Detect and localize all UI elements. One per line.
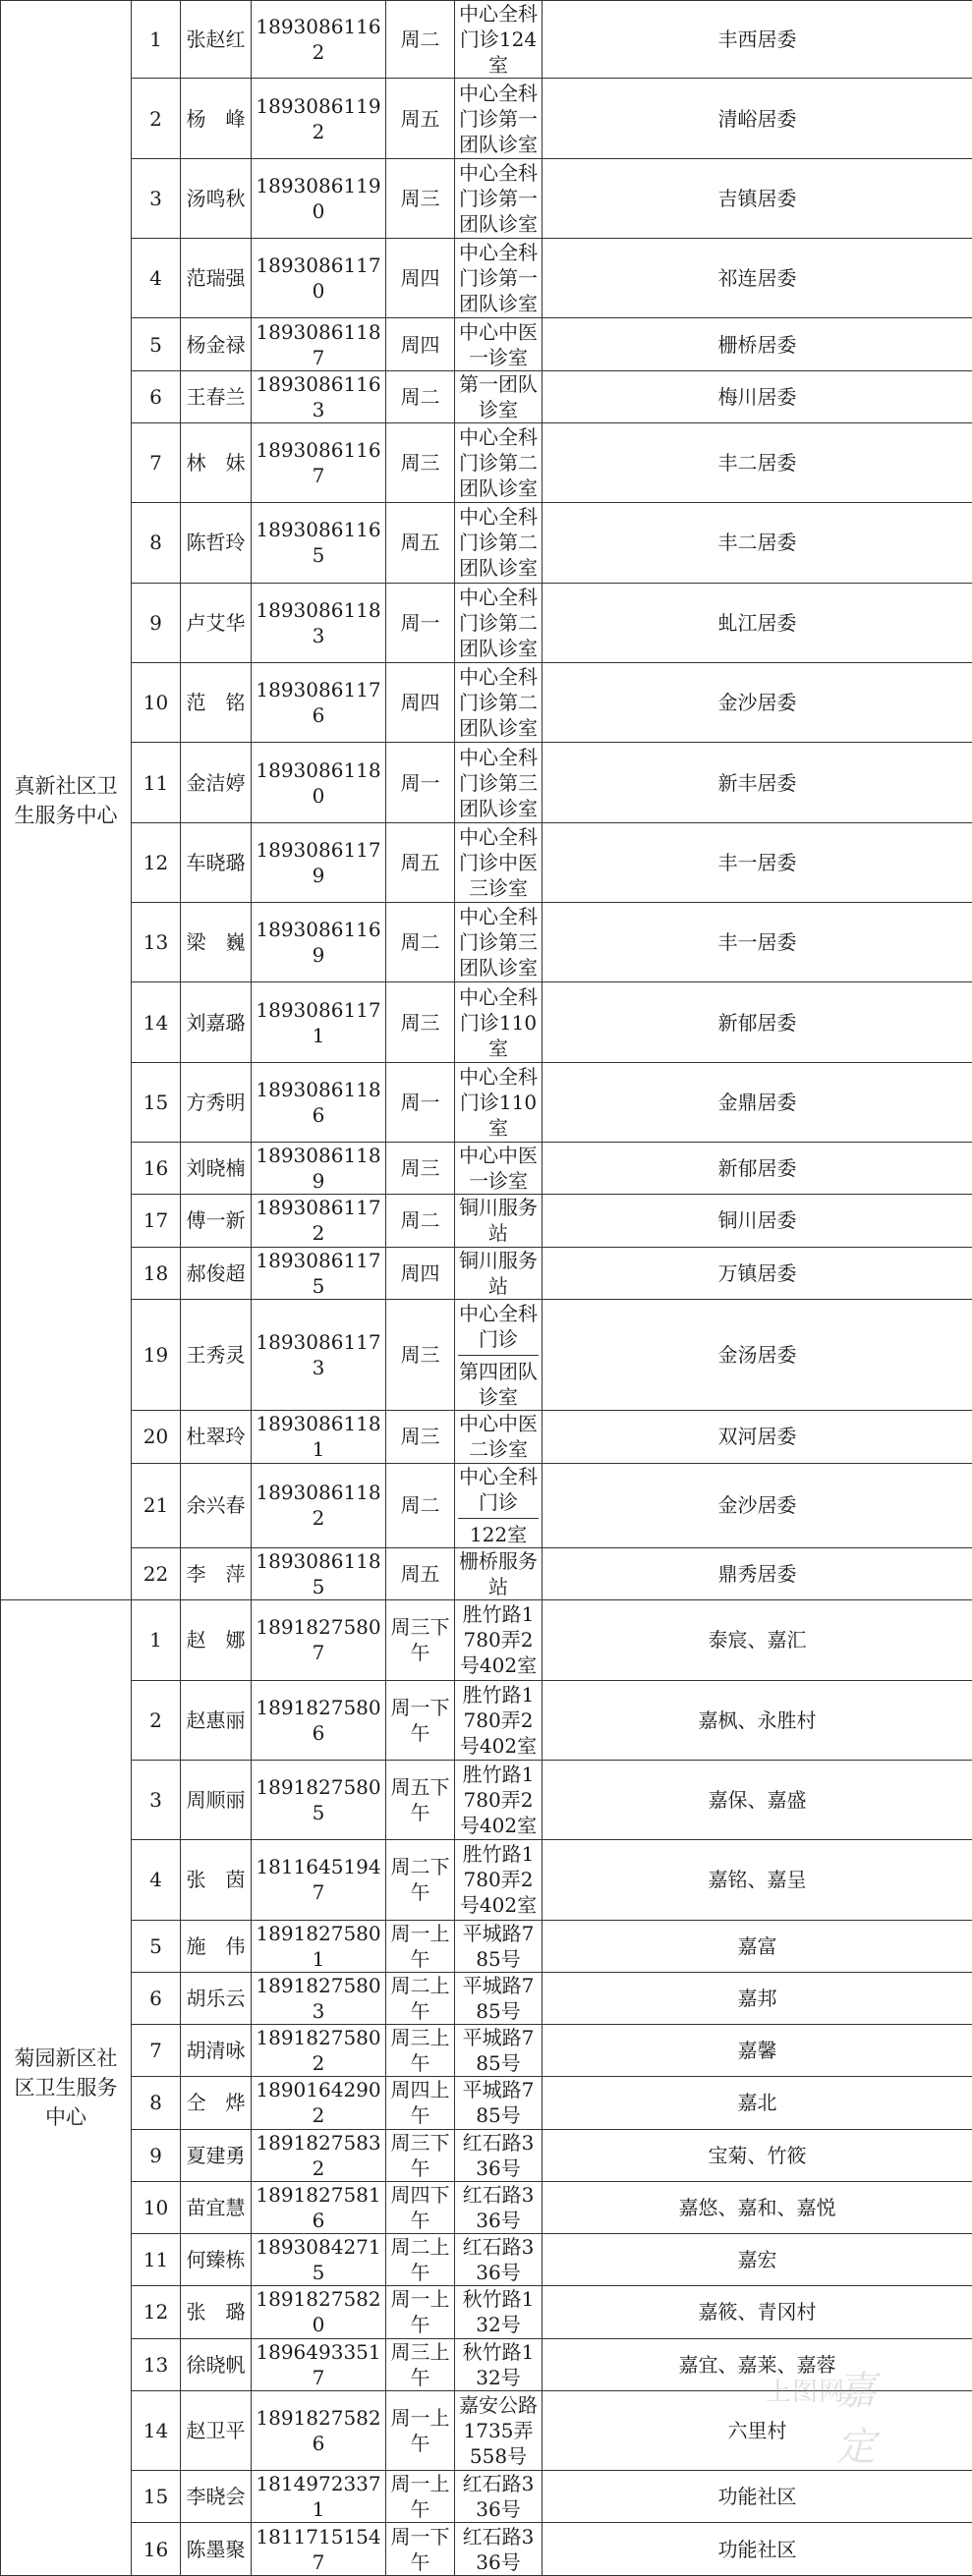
doctor-name-cell: 傅一新 — [181, 1195, 252, 1247]
location-cell: 红石路336号 — [455, 2129, 543, 2181]
location-cell: 胜竹路1780弄2号402室 — [455, 1680, 543, 1760]
row-number-cell: 12 — [132, 822, 181, 902]
service-area-cell: 梅川居委 — [543, 370, 972, 422]
table-row — [1, 583, 972, 662]
doctor-name-cell: 陈哲玲 — [181, 503, 252, 583]
row-number-cell: 13 — [132, 903, 181, 982]
phone-cell: 18930861181 — [252, 1411, 386, 1463]
service-day-cell: 周一下午 — [386, 1680, 455, 1760]
location-cell: 红石路336号 — [455, 2234, 543, 2286]
location-line-1: 中心全科门诊 — [458, 1464, 539, 1519]
service-day-cell: 周四 — [386, 662, 455, 742]
doctor-name-cell: 范 铭 — [181, 662, 252, 742]
row-number-cell: 19 — [132, 1299, 181, 1411]
phone-cell: 18930861171 — [252, 982, 386, 1062]
doctor-name-cell: 周顺丽 — [181, 1760, 252, 1839]
table-row — [1, 2338, 972, 2390]
phone-cell: 18930861170 — [252, 239, 386, 318]
row-number-cell: 9 — [132, 583, 181, 662]
location-cell: 红石路336号 — [455, 2471, 543, 2523]
service-area-cell: 嘉富 — [543, 1920, 972, 1972]
doctor-name-cell: 赵卫平 — [181, 2390, 252, 2470]
phone-cell: 18918275803 — [252, 1972, 386, 2024]
doctor-name-cell: 赵 娜 — [181, 1600, 252, 1680]
location-cell: 中心全科门诊110室 — [455, 1062, 543, 1142]
doctor-name-cell: 李晓会 — [181, 2471, 252, 2523]
table-row — [1, 422, 972, 502]
phone-cell: 18930861162 — [252, 1, 386, 79]
row-number-cell: 22 — [132, 1547, 181, 1599]
table-row — [1, 982, 972, 1062]
service-area-cell: 嘉宏 — [543, 2234, 972, 2286]
service-area-cell: 嘉枫、永胜村 — [543, 1680, 972, 1760]
table-row — [1, 1062, 972, 1142]
phone-cell: 18918275802 — [252, 2025, 386, 2077]
organization-cell: 菊园新区社区卫生服务中心 — [1, 1600, 132, 2576]
row-number-cell: 17 — [132, 1195, 181, 1247]
phone-cell: 18918275826 — [252, 2390, 386, 2470]
row-number-cell: 2 — [132, 79, 181, 158]
row-number-cell: 5 — [132, 1920, 181, 1972]
service-day-cell: 周一上午 — [386, 1920, 455, 1972]
service-day-cell: 周二 — [386, 1195, 455, 1247]
table-row — [1, 79, 972, 158]
table-row — [1, 903, 972, 982]
location-cell: 中心全科门诊第二团队诊室 — [455, 503, 543, 583]
service-area-cell: 嘉邦 — [543, 1972, 972, 2024]
phone-cell: 18930842715 — [252, 2234, 386, 2286]
service-area-cell: 功能社区 — [543, 2523, 972, 2576]
doctor-name-cell: 施 伟 — [181, 1920, 252, 1972]
watermark-text-2: 嘉定 — [836, 2369, 876, 2470]
phone-cell: 18930861165 — [252, 503, 386, 583]
row-number-cell: 10 — [132, 2181, 181, 2233]
table-row — [1, 503, 972, 583]
doctor-name-cell: 余兴春 — [181, 1463, 252, 1547]
phone-cell: 18930861189 — [252, 1143, 386, 1195]
row-number-cell: 4 — [132, 1840, 181, 1920]
doctor-name-cell: 张 璐 — [181, 2286, 252, 2338]
service-area-cell: 新郁居委 — [543, 982, 972, 1062]
phone-cell: 18918275806 — [252, 1680, 386, 1760]
service-day-cell: 周三 — [386, 1411, 455, 1463]
table-row — [1, 1247, 972, 1299]
row-number-cell: 2 — [132, 1680, 181, 1760]
row-number-cell: 15 — [132, 1062, 181, 1142]
location-line-1: 中心全科门诊 — [458, 1301, 539, 1356]
service-day-cell: 周二上午 — [386, 1972, 455, 2024]
row-number-cell: 16 — [132, 1143, 181, 1195]
service-day-cell: 周二上午 — [386, 2234, 455, 2286]
location-line-2: 第四团队诊室 — [459, 1359, 538, 1409]
table-row — [1, 1463, 972, 1547]
doctor-name-cell: 胡清咏 — [181, 2025, 252, 2077]
service-area-cell: 金沙居委 — [543, 662, 972, 742]
location-cell: 中心全科门诊124室 — [455, 1, 543, 79]
service-area-cell: 虬江居委 — [543, 583, 972, 662]
service-area-cell: 清峪居委 — [543, 79, 972, 158]
doctor-name-cell: 陈墨聚 — [181, 2523, 252, 2576]
row-number-cell: 21 — [132, 1463, 181, 1547]
doctor-name-cell: 杜翠玲 — [181, 1411, 252, 1463]
service-area-cell: 嘉馨 — [543, 2025, 972, 2077]
doctor-name-cell: 刘晓楠 — [181, 1143, 252, 1195]
service-day-cell: 周三 — [386, 422, 455, 502]
location-cell: 秋竹路132号 — [455, 2338, 543, 2390]
location-cell: 平城路785号 — [455, 2025, 543, 2077]
doctor-name-cell: 汤鸣秋 — [181, 158, 252, 238]
table-row — [1, 822, 972, 902]
row-number-cell: 11 — [132, 743, 181, 822]
service-day-cell: 周二下午 — [386, 1840, 455, 1920]
location-cell: 中心中医一诊室 — [455, 1143, 543, 1195]
service-day-cell: 周五 — [386, 79, 455, 158]
phone-cell: 18117151547 — [252, 2523, 386, 2576]
phone-cell: 18116451947 — [252, 1840, 386, 1920]
location-cell: 中心全科门诊第一团队诊室 — [455, 79, 543, 158]
location-cell: 中心全科门诊第二团队诊室 — [455, 422, 543, 502]
row-number-cell: 3 — [132, 158, 181, 238]
service-day-cell: 周五下午 — [386, 1760, 455, 1839]
phone-cell: 18930861172 — [252, 1195, 386, 1247]
location-cell: 中心全科门诊第一团队诊室 — [455, 158, 543, 238]
row-number-cell: 9 — [132, 2129, 181, 2181]
table-row — [1, 2390, 972, 2470]
location-cell: 秋竹路132号 — [455, 2286, 543, 2338]
table-row — [1, 2523, 972, 2576]
doctor-name-cell: 方秀明 — [181, 1062, 252, 1142]
service-area-cell: 嘉北 — [543, 2077, 972, 2129]
phone-cell: 18930861176 — [252, 662, 386, 742]
location-cell: 胜竹路1780弄2号402室 — [455, 1840, 543, 1920]
service-area-cell: 祁连居委 — [543, 239, 972, 318]
phone-cell: 18918275807 — [252, 1600, 386, 1680]
phone-cell: 18930861175 — [252, 1247, 386, 1299]
service-area-cell: 宝菊、竹筱 — [543, 2129, 972, 2181]
table-row — [1, 662, 972, 742]
location-cell: 红石路336号 — [455, 2523, 543, 2576]
doctor-name-cell: 郝俊超 — [181, 1247, 252, 1299]
service-area-cell: 嘉筱、青冈村 — [543, 2286, 972, 2338]
location-cell: 中心中医二诊室 — [455, 1411, 543, 1463]
service-day-cell: 周二 — [386, 903, 455, 982]
doctor-name-cell: 车晓璐 — [181, 822, 252, 902]
service-day-cell: 周一上午 — [386, 2390, 455, 2470]
row-number-cell: 18 — [132, 1247, 181, 1299]
doctor-name-cell: 王秀灵 — [181, 1299, 252, 1411]
table-row — [1, 1680, 972, 1760]
location-cell: 中心全科门诊第三团队诊室 — [455, 903, 543, 982]
phone-cell: 18930861169 — [252, 903, 386, 982]
service-area-cell: 丰西居委 — [543, 1, 972, 79]
service-area-cell: 丰一居委 — [543, 903, 972, 982]
location-cell: 平城路785号 — [455, 2077, 543, 2129]
doctor-name-cell: 刘嘉璐 — [181, 982, 252, 1062]
phone-cell: 18930861185 — [252, 1547, 386, 1599]
service-area-cell: 丰二居委 — [543, 422, 972, 502]
table-row — [1, 1600, 972, 1680]
service-area-cell: 鼎秀居委 — [543, 1547, 972, 1599]
doctor-name-cell: 何臻栋 — [181, 2234, 252, 2286]
service-day-cell: 周三 — [386, 1143, 455, 1195]
location-cell: 红石路336号 — [455, 2181, 543, 2233]
row-number-cell: 1 — [132, 1, 181, 79]
doctor-name-cell: 苗宜慧 — [181, 2181, 252, 2233]
doctor-name-cell: 范瑞强 — [181, 239, 252, 318]
service-area-cell: 丰一居委 — [543, 822, 972, 902]
doctor-name-cell: 杨金禄 — [181, 318, 252, 370]
table-row — [1, 743, 972, 822]
service-day-cell: 周四 — [386, 239, 455, 318]
service-day-cell: 周一下午 — [386, 2523, 455, 2576]
row-number-cell: 8 — [132, 503, 181, 583]
service-area-cell: 金鼎居委 — [543, 1062, 972, 1142]
doctor-name-cell: 杨 峰 — [181, 79, 252, 158]
table-row — [1, 1411, 972, 1463]
location-cell: 中心中医一诊室 — [455, 318, 543, 370]
service-day-cell: 周二 — [386, 1463, 455, 1547]
service-day-cell: 周三上午 — [386, 2338, 455, 2390]
row-number-cell: 6 — [132, 370, 181, 422]
row-number-cell: 14 — [132, 2390, 181, 2470]
table-row — [1, 370, 972, 422]
service-day-cell: 周四下午 — [386, 2181, 455, 2233]
row-number-cell: 3 — [132, 1760, 181, 1839]
service-area-cell: 六里村 — [543, 2390, 972, 2470]
row-number-cell: 11 — [132, 2234, 181, 2286]
row-number-cell: 8 — [132, 2077, 181, 2129]
organization-cell: 真新社区卫生服务中心 — [1, 1, 132, 1600]
doctor-name-cell: 梁 巍 — [181, 903, 252, 982]
phone-cell: 18901642902 — [252, 2077, 386, 2129]
doctor-name-cell: 张 茵 — [181, 1840, 252, 1920]
service-area-cell: 嘉悠、嘉和、嘉悦 — [543, 2181, 972, 2233]
service-day-cell: 周一上午 — [386, 2471, 455, 2523]
location-cell: 中心全科门诊中医三诊室 — [455, 822, 543, 902]
row-number-cell: 5 — [132, 318, 181, 370]
table-row — [1, 2181, 972, 2233]
service-day-cell: 周三下午 — [386, 2129, 455, 2181]
location-cell: 栅桥服务站 — [455, 1547, 543, 1599]
service-day-cell: 周四上午 — [386, 2077, 455, 2129]
row-number-cell: 7 — [132, 422, 181, 502]
phone-cell: 18930861173 — [252, 1299, 386, 1411]
phone-cell: 18918275832 — [252, 2129, 386, 2181]
table-row — [1, 1299, 972, 1411]
table-row — [1, 1760, 972, 1839]
doctor-name-cell: 卢艾华 — [181, 583, 252, 662]
watermark-text-1: 上图网 — [766, 2378, 846, 2407]
doctor-name-cell: 胡乐云 — [181, 1972, 252, 2024]
service-day-cell: 周一 — [386, 583, 455, 662]
table-row — [1, 2234, 972, 2286]
service-area-cell: 金汤居委 — [543, 1299, 972, 1411]
phone-cell: 18930861186 — [252, 1062, 386, 1142]
location-cell — [455, 1299, 543, 1411]
row-number-cell: 12 — [132, 2286, 181, 2338]
table-row — [1, 318, 972, 370]
row-number-cell: 1 — [132, 1600, 181, 1680]
table-row — [1, 158, 972, 238]
phone-cell: 18964933517 — [252, 2338, 386, 2390]
service-day-cell: 周五 — [386, 1547, 455, 1599]
phone-cell: 18930861167 — [252, 422, 386, 502]
table-row — [1, 1143, 972, 1195]
location-cell: 铜川服务站 — [455, 1247, 543, 1299]
location-cell: 中心全科门诊第二团队诊室 — [455, 662, 543, 742]
location-line-2: 122室 — [469, 1522, 528, 1546]
table-row — [1, 1547, 972, 1599]
phone-cell: 18930861163 — [252, 370, 386, 422]
service-day-cell: 周一 — [386, 743, 455, 822]
location-cell: 第一团队诊室 — [455, 370, 543, 422]
row-number-cell: 15 — [132, 2471, 181, 2523]
phone-cell: 18149723371 — [252, 2471, 386, 2523]
table-row — [1, 2286, 972, 2338]
phone-cell: 18918275805 — [252, 1760, 386, 1839]
location-cell — [455, 1463, 543, 1547]
doctor-name-cell: 金洁婷 — [181, 743, 252, 822]
phone-cell: 18918275820 — [252, 2286, 386, 2338]
table-row — [1, 2077, 972, 2129]
service-day-cell: 周四 — [386, 1247, 455, 1299]
table-row — [1, 1, 972, 79]
location-cell: 胜竹路1780弄2号402室 — [455, 1600, 543, 1680]
table-row — [1, 239, 972, 318]
table-row — [1, 1840, 972, 1920]
doctor-name-cell: 赵惠丽 — [181, 1680, 252, 1760]
service-day-cell: 周二 — [386, 1, 455, 79]
service-day-cell: 周三 — [386, 982, 455, 1062]
phone-cell: 18930861192 — [252, 79, 386, 158]
table-row — [1, 2025, 972, 2077]
service-area-cell: 嘉保、嘉盛 — [543, 1760, 972, 1839]
service-area-cell: 新丰居委 — [543, 743, 972, 822]
table-row — [1, 2471, 972, 2523]
service-day-cell: 周三上午 — [386, 2025, 455, 2077]
location-cell: 中心全科门诊第二团队诊室 — [455, 583, 543, 662]
service-day-cell: 周三 — [386, 158, 455, 238]
service-area-cell: 丰二居委 — [543, 503, 972, 583]
row-number-cell: 4 — [132, 239, 181, 318]
phone-cell: 18918275816 — [252, 2181, 386, 2233]
service-area-cell: 万镇居委 — [543, 1247, 972, 1299]
phone-cell: 18930861180 — [252, 743, 386, 822]
doctor-name-cell: 仝 烨 — [181, 2077, 252, 2129]
row-number-cell: 10 — [132, 662, 181, 742]
location-cell: 中心全科门诊第三团队诊室 — [455, 743, 543, 822]
table-row — [1, 1195, 972, 1247]
row-number-cell: 6 — [132, 1972, 181, 2024]
doctor-name-cell: 徐晓帆 — [181, 2338, 252, 2390]
table-row — [1, 2129, 972, 2181]
row-number-cell: 14 — [132, 982, 181, 1062]
service-area-cell: 新郁居委 — [543, 1143, 972, 1195]
doctor-name-cell: 林 妹 — [181, 422, 252, 502]
service-area-cell: 嘉铭、嘉呈 — [543, 1840, 972, 1920]
row-number-cell: 7 — [132, 2025, 181, 2077]
doctor-name-cell: 李 萍 — [181, 1547, 252, 1599]
location-cell: 中心全科门诊第一团队诊室 — [455, 239, 543, 318]
phone-cell: 18930861179 — [252, 822, 386, 902]
location-cell: 平城路785号 — [455, 1972, 543, 2024]
location-cell: 铜川服务站 — [455, 1195, 543, 1247]
phone-cell: 18930861187 — [252, 318, 386, 370]
row-number-cell: 20 — [132, 1411, 181, 1463]
service-area-cell: 嘉宜、嘉莱、嘉蓉 — [543, 2338, 972, 2390]
doctor-name-cell: 张赵红 — [181, 1, 252, 79]
service-area-cell: 双河居委 — [543, 1411, 972, 1463]
service-area-cell: 栅桥居委 — [543, 318, 972, 370]
service-day-cell: 周二 — [386, 370, 455, 422]
row-number-cell: 13 — [132, 2338, 181, 2390]
service-day-cell: 周三下午 — [386, 1600, 455, 1680]
table-row — [1, 1972, 972, 2024]
phone-cell: 18930861183 — [252, 583, 386, 662]
row-number-cell: 16 — [132, 2523, 181, 2576]
location-cell: 中心全科门诊110室 — [455, 982, 543, 1062]
table-row — [1, 1920, 972, 1972]
phone-cell: 18930861190 — [252, 158, 386, 238]
service-area-cell: 吉镇居委 — [543, 158, 972, 238]
location-cell: 平城路785号 — [455, 1920, 543, 1972]
location-cell: 胜竹路1780弄2号402室 — [455, 1760, 543, 1839]
service-day-cell: 周四 — [386, 318, 455, 370]
service-day-cell: 周五 — [386, 503, 455, 583]
service-day-cell: 周一上午 — [386, 2286, 455, 2338]
service-day-cell: 周一 — [386, 1062, 455, 1142]
service-day-cell: 周五 — [386, 822, 455, 902]
phone-cell: 18930861182 — [252, 1463, 386, 1547]
service-day-cell: 周三 — [386, 1299, 455, 1411]
service-area-cell: 金沙居委 — [543, 1463, 972, 1547]
service-area-cell: 泰宸、嘉汇 — [543, 1600, 972, 1680]
service-area-cell: 铜川居委 — [543, 1195, 972, 1247]
doctor-name-cell: 夏建勇 — [181, 2129, 252, 2181]
doctor-name-cell: 王春兰 — [181, 370, 252, 422]
phone-cell: 18918275801 — [252, 1920, 386, 1972]
location-cell: 嘉安公路1735弄558号 — [455, 2390, 543, 2470]
service-area-cell: 功能社区 — [543, 2471, 972, 2523]
